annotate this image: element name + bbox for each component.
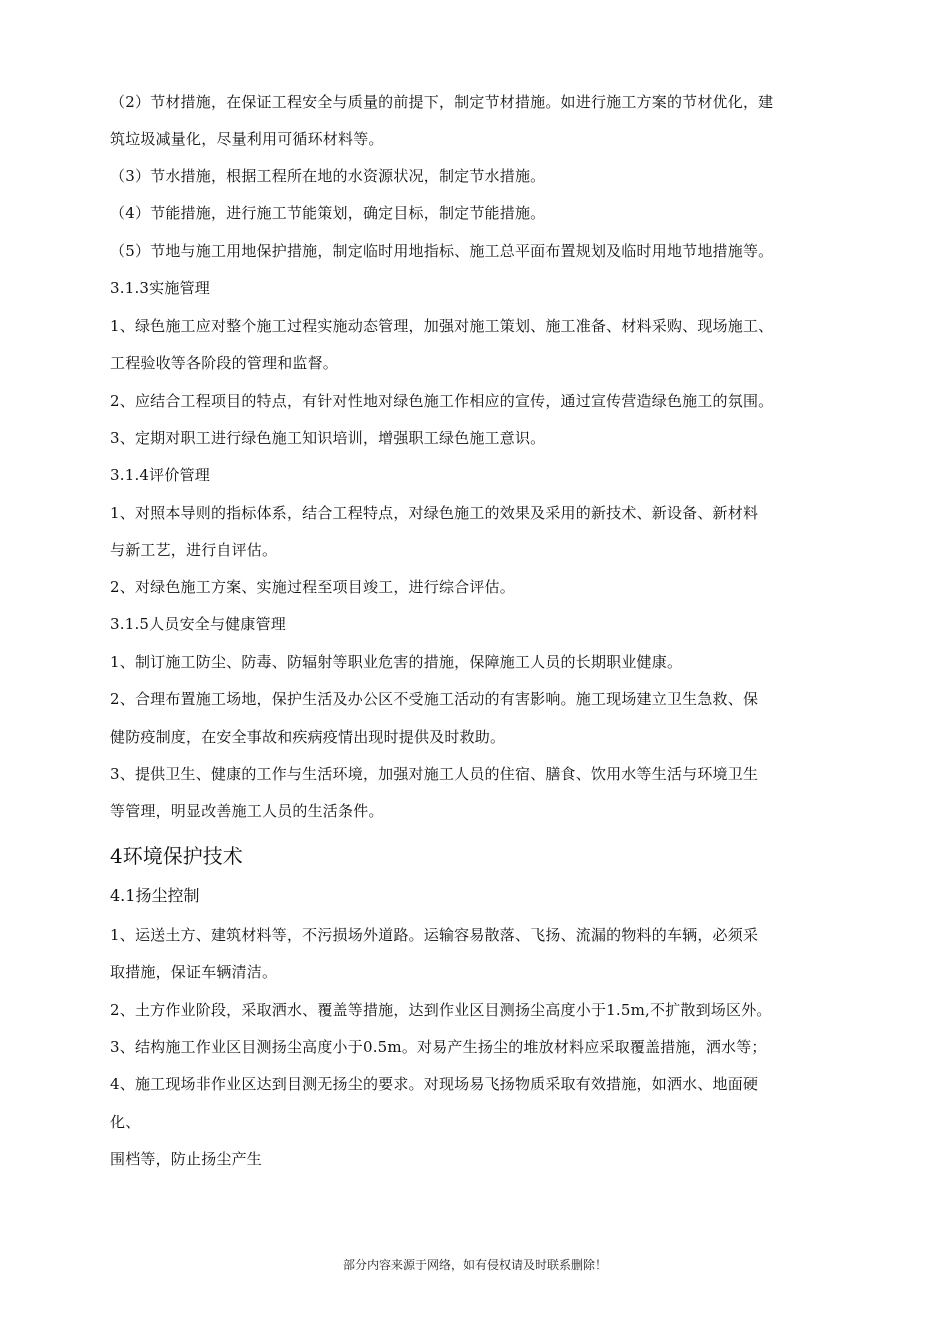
paragraph-line: 1、绿色施工应对整个施工过程实施动态管理，加强对施工策划、施工准备、材料采购、现场施工、: [110, 317, 774, 335]
paragraph-line: （3）节水措施，根据工程所在地的水资源状况，制定节水措施。: [110, 167, 546, 185]
paragraph-line: 3、提供卫生、健康的工作与生活环境，加强对施工人员的住宿、膳食、饮用水等生活与环境卫生: [110, 765, 759, 783]
paragraph-line: 健防疫制度，在安全事故和疾病疫情出现时提供及时救助。: [110, 728, 506, 746]
page-footer-note: 部分内容来源于网络，如有侵权请及时联系删除！: [342, 1258, 607, 1272]
chapter-heading-4: 4环境保护技术: [110, 844, 243, 868]
paragraph-line: 等管理，明显改善施工人员的生活条件。: [110, 802, 384, 820]
paragraph-line: 3、结构施工作业区目测扬尘高度小于0.5m。对易产生扬尘的堆放材料应采取覆盖措施，洒水等；: [110, 1038, 767, 1056]
paragraph-line: 1、运送土方、建筑材料等，不污损场外道路。运输容易散落、飞扬、流漏的物料的车辆，必须采: [110, 926, 759, 944]
section-heading-4-1: 4.1扬尘控制: [110, 886, 200, 905]
paragraph-line: 围档等，防止扬尘产生: [110, 1150, 263, 1168]
paragraph-line: （5）节地与施工用地保护措施，制定临时用地指标、施工总平面布置规划及临时用地节地措施等。: [110, 242, 774, 260]
section-heading-3-1-3: 3.1.3实施管理: [110, 279, 210, 297]
paragraph-line: 与新工艺，进行自评估。: [110, 541, 278, 559]
paragraph-line: 2、对绿色施工方案、实施过程至项目竣工，进行综合评估。: [110, 578, 515, 596]
paragraph-line: （2）节材措施，在保证工程安全与质量的前提下，制定节材措施。如进行施工方案的节材优化，建: [110, 93, 774, 111]
paragraph-line: 筑垃圾减量化，尽量利用可循环材料等。: [110, 130, 384, 148]
paragraph-line: 2、应结合工程项目的特点，有针对性地对绿色施工作相应的宣传，通过宣传营造绿色施工的氛围。: [110, 392, 774, 410]
paragraph-line: 工程验收等各阶段的管理和监督。: [110, 354, 339, 372]
section-heading-3-1-4: 3.1.4评价管理: [110, 466, 210, 484]
paragraph-line: （4）节能措施，进行施工节能策划，确定目标，制定节能措施。: [110, 204, 546, 222]
paragraph-line: 取措施，保证车辆清洁。: [110, 963, 278, 981]
paragraph-line: 1、制订施工防尘、防毒、防辐射等职业危害的措施，保障施工人员的长期职业健康。: [110, 653, 683, 671]
paragraph-line: 化、: [110, 1113, 141, 1131]
paragraph-line: 2、合理布置施工场地，保护生活及办公区不受施工活动的有害影响。施工现场建立卫生急救、保: [110, 690, 759, 708]
section-heading-3-1-5: 3.1.5人员安全与健康管理: [110, 615, 286, 633]
paragraph-line: 3、定期对职工进行绿色施工知识培训，增强职工绿色施工意识。: [110, 429, 546, 447]
paragraph-line: 2、土方作业阶段，采取洒水、覆盖等措施，达到作业区目测扬尘高度小于1.5m,不扩散到场区外。: [110, 1001, 772, 1019]
paragraph-line: 4、施工现场非作业区达到目测无扬尘的要求。对现场易飞扬物质采取有效措施，如洒水、地面硬: [110, 1075, 759, 1093]
paragraph-line: 1、对照本导则的指标体系，结合工程特点，对绿色施工的效果及采用的新技术、新设备、新材料: [110, 504, 759, 522]
